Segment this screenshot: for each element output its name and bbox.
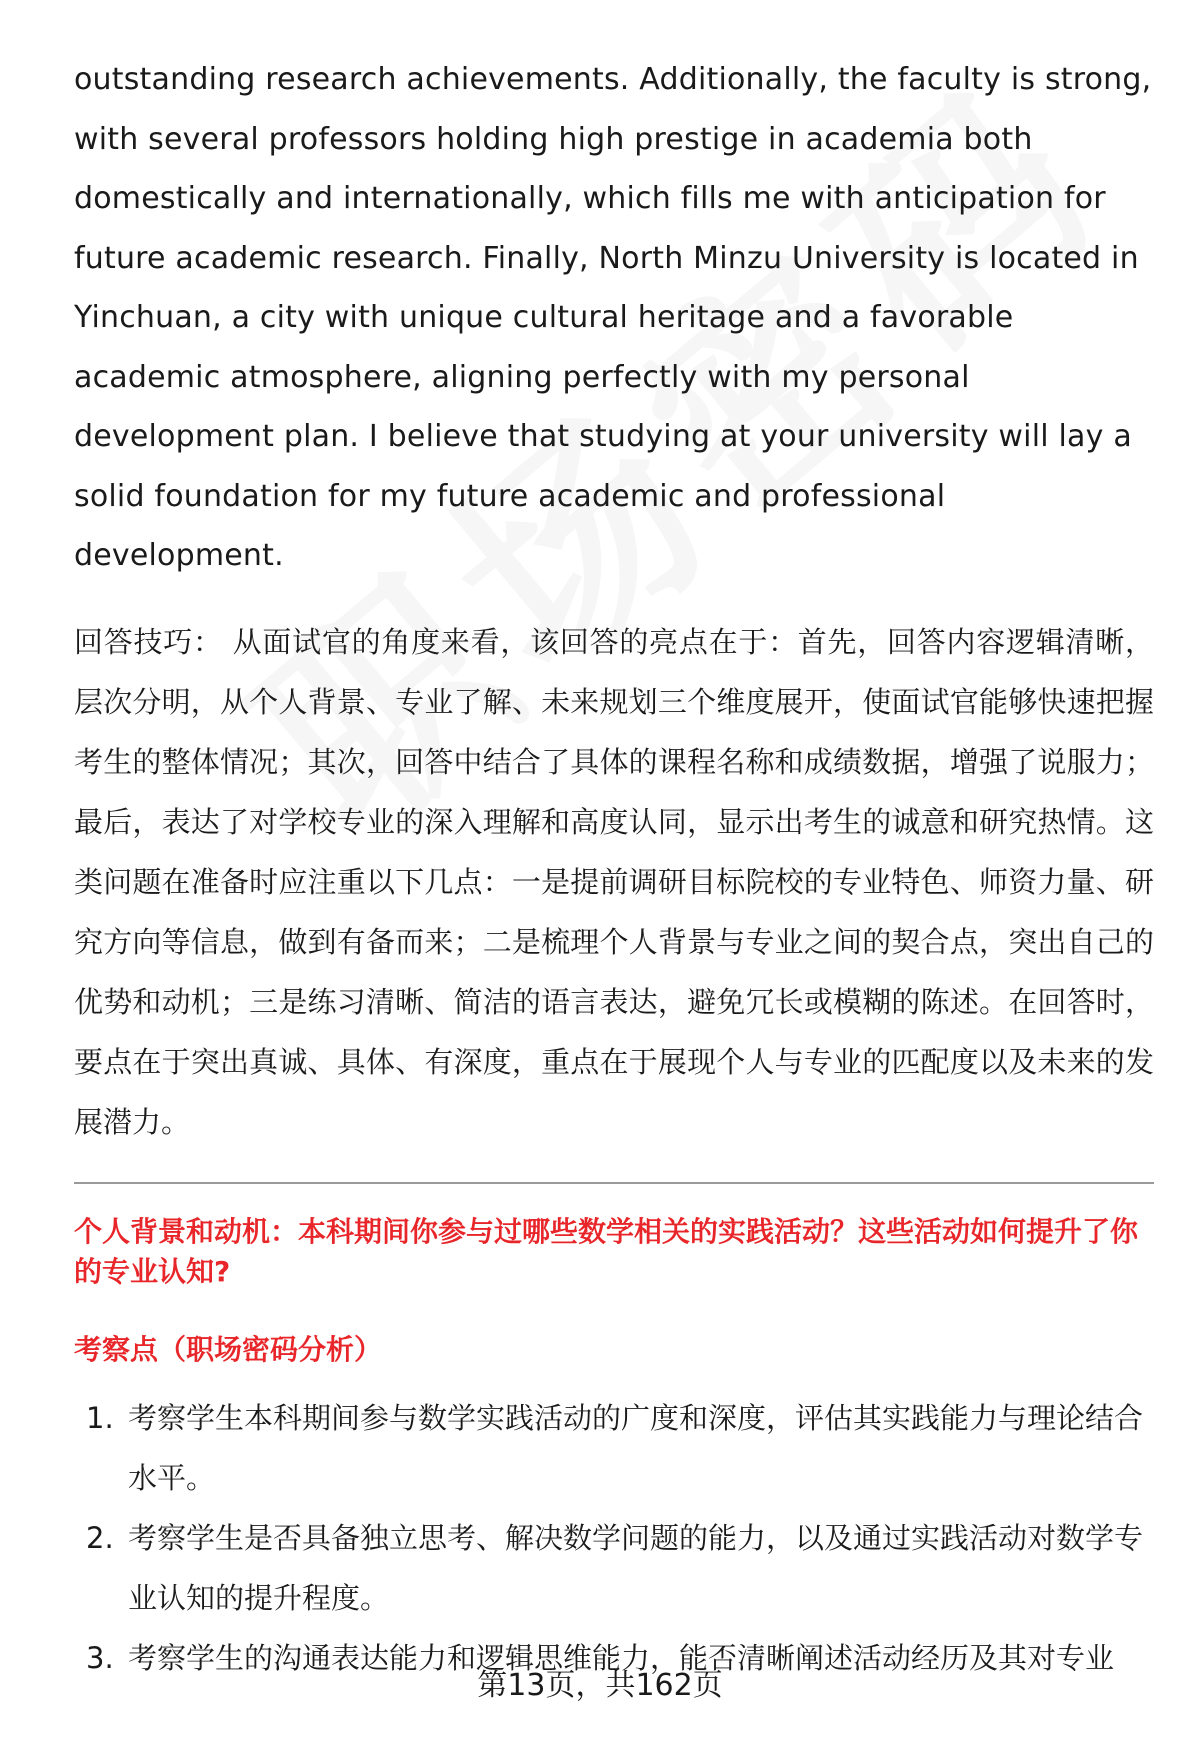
list-item-text: 考察学生是否具备独立思考、解决数学问题的能力，以及通过实践活动对数学专业认知的提升程度。 — [128, 1520, 1144, 1615]
section-divider — [74, 1182, 1154, 1184]
answer-paragraph: outstanding research achievements. Additionally, the faculty is strong, with several professors holding high prestige in academia both domestically and internationally, which fills me with anticipation for future academic research. Finally, North Minzu University is located in Yinchuan, a city with unique cultural heritage and a favorable academic atmosphere, aligning perfectly with my personal development plan. I believe that studying at your university will lay a solid foundation for my future academic and professional development. — [74, 62, 1152, 573]
list-item-number: 2. — [86, 1520, 114, 1555]
assessment-heading: 考察点（职场密码分析） — [74, 1332, 383, 1366]
question-heading: 个人背景和动机：本科期间你参与过哪些数学相关的实践活动？这些活动如何提升了你的专业认知? — [74, 1214, 1139, 1288]
answer-tips-paragraph: 回答技巧： 从面试官的角度来看，该回答的亮点在于：首先，回答内容逻辑清晰，层次分明，从个人背景、专业了解、未来规划三个维度展开，使面试官能够快速把握考生的整体情况；其次，回答中结合了具体的课程名称和成绩数据，增强了说服力；最后，表达了对学校专业的深入理解和高度认同，显示出考生的诚意和研究热情。这类问题在准备时应注重以下几点：一是提前调研目标院校的专业特色、师资力量、研究方向等信息，做到有备而来；二是梳理个人背景与专业之间的契合点，突出自己的优势和动机；三是练习清晰、简洁的语言表达，避免冗长或模糊的陈述。在回答时，要点在于突出真诚、具体、有深度，重点在于展现个人与专业的匹配度以及未来的发展潜力。 — [74, 624, 1154, 1139]
list-item — [74, 1508, 1154, 1628]
list-item-text: 考察学生本科期间参与数学实践活动的广度和深度，评估其实践能力与理论结合水平。 — [128, 1400, 1144, 1495]
list-item — [74, 1388, 1154, 1508]
list-item-number: 3. — [86, 1640, 114, 1675]
list-item-number: 1. — [86, 1400, 114, 1435]
assessment-list — [74, 1388, 1154, 1688]
document-body — [74, 50, 1154, 1688]
page-number: 第13页，共162页 — [477, 1668, 723, 1703]
list-item-text: 考察学生的沟通表达能力和逻辑思维能力，能否清晰阐述活动经历及其对专业 — [128, 1640, 1115, 1675]
